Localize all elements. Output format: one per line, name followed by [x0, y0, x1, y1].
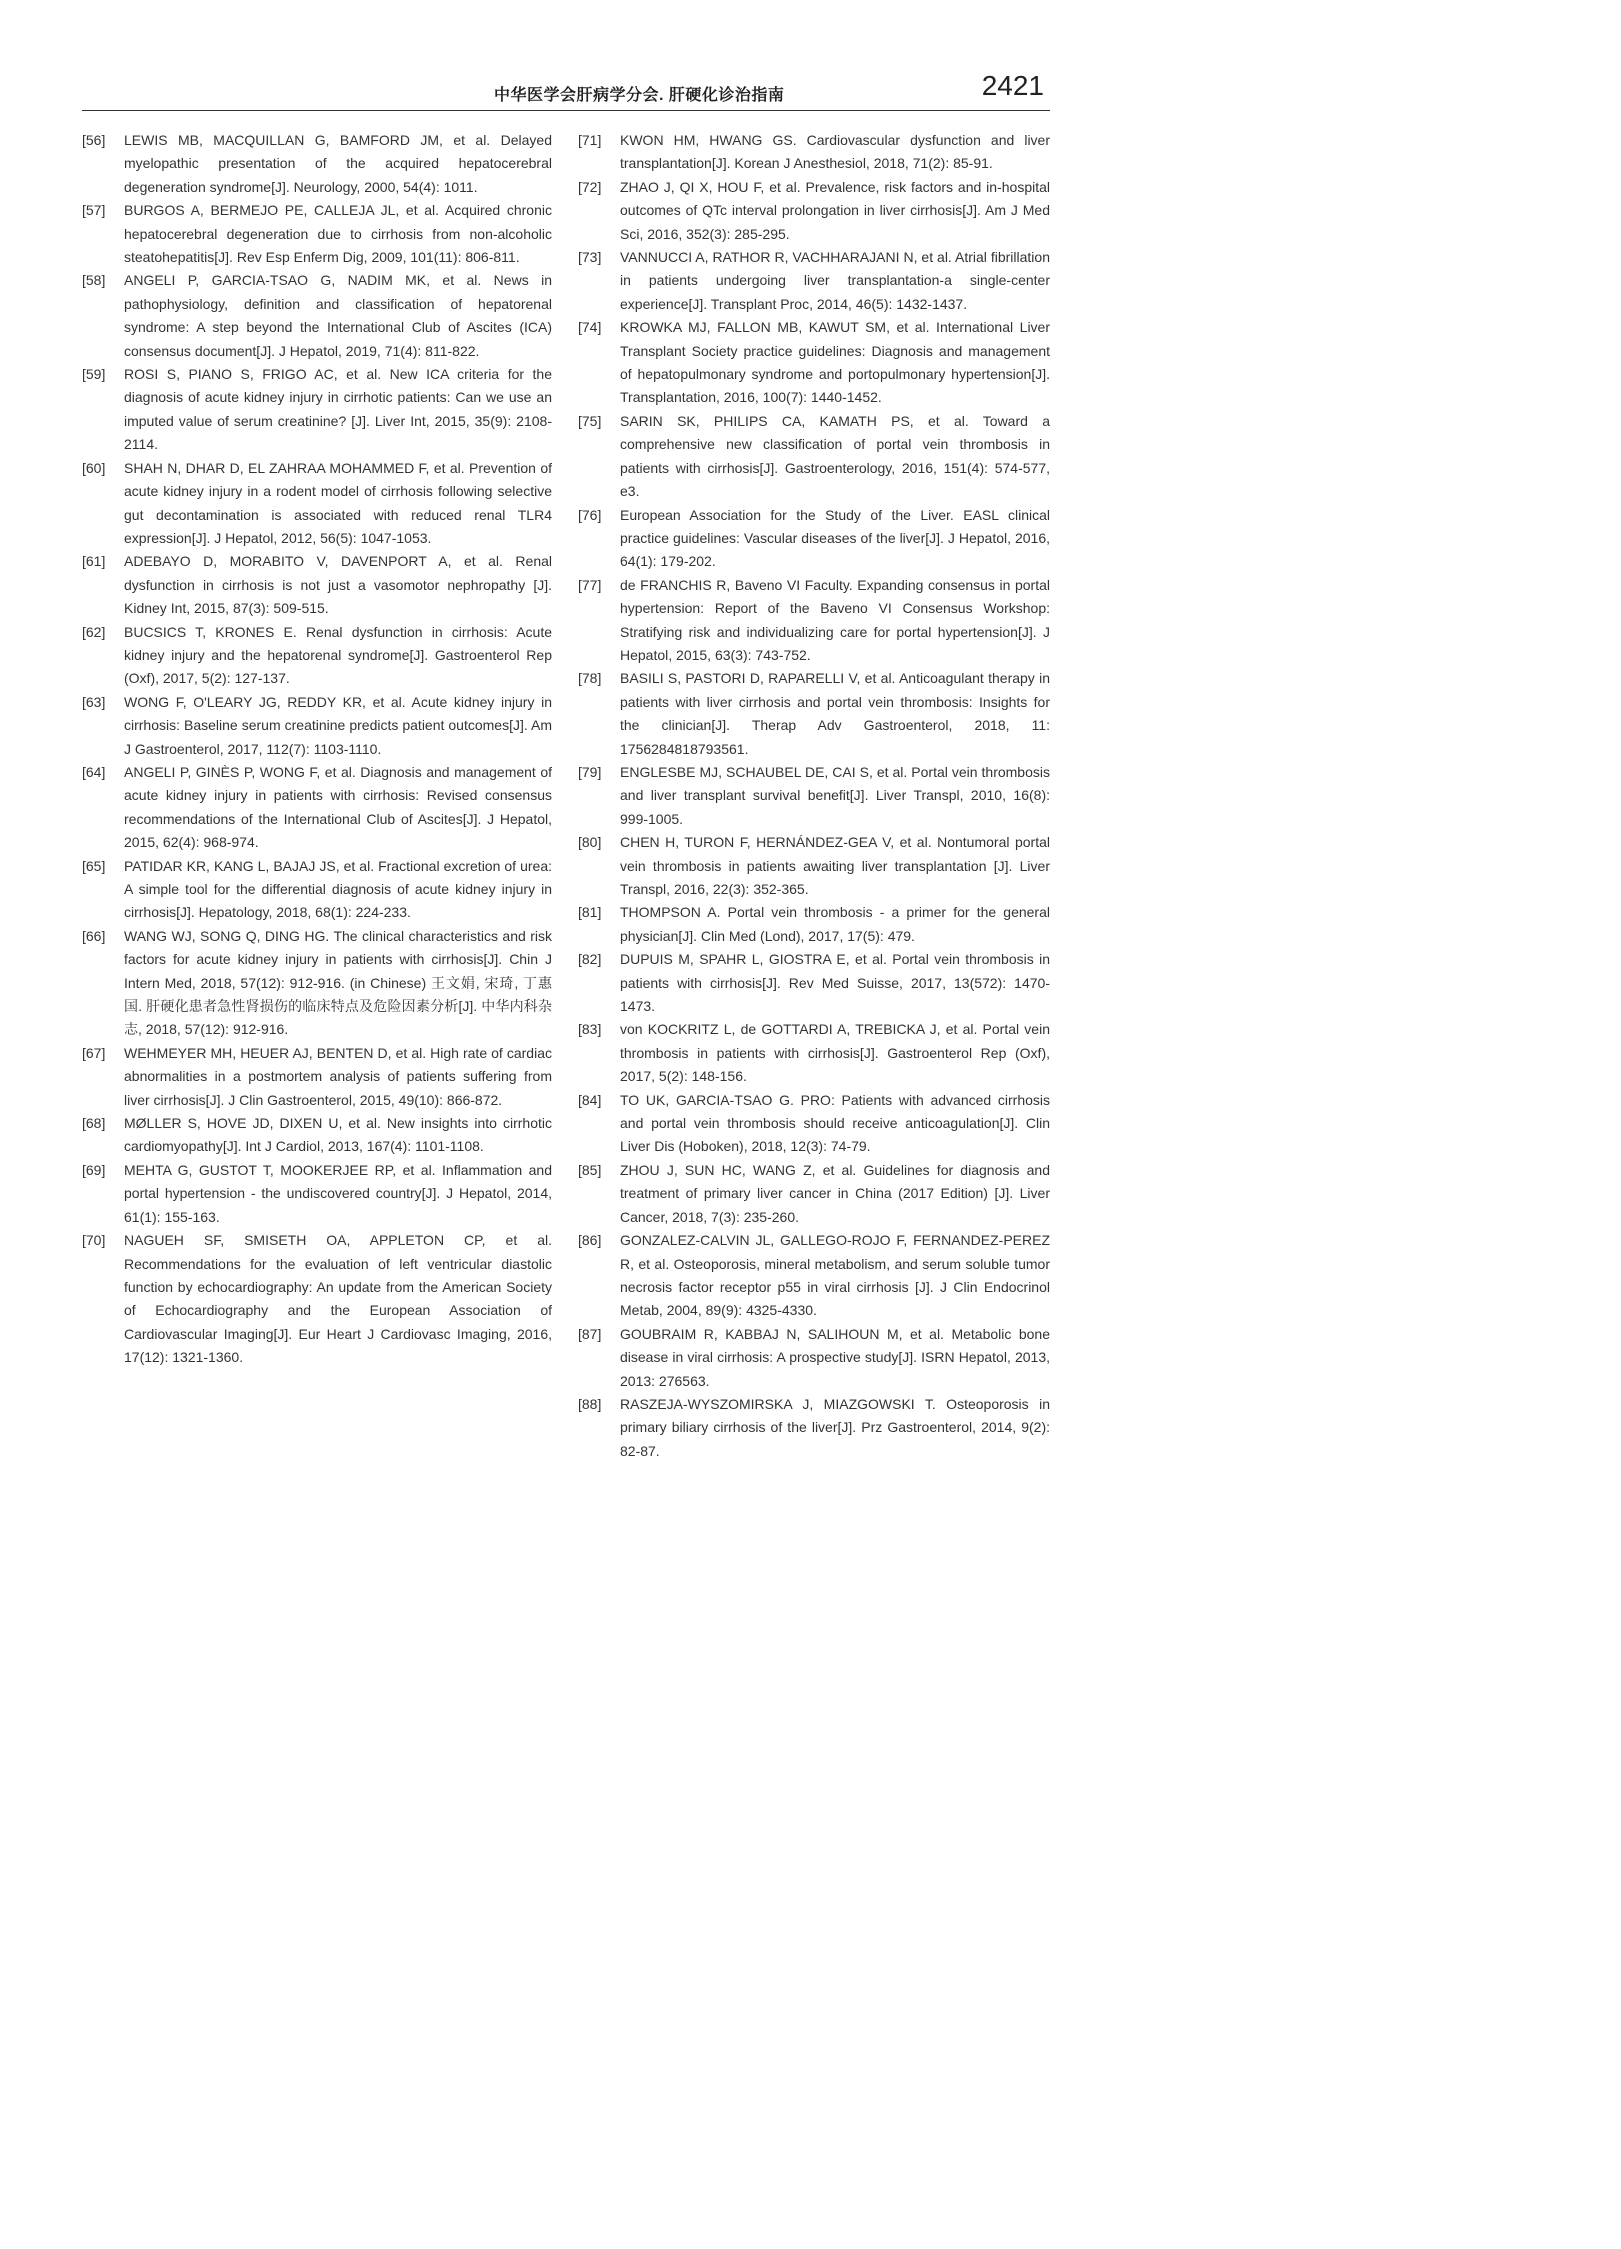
reference-text: KWON HM, HWANG GS. Cardiovascular dysfunction and liver transplantation[J]. Korean J Anesthesiol, 2018, 71(2): 85-91.: [620, 132, 1050, 172]
reference-entry: [578, 1089, 1050, 1159]
reference-entry: [578, 410, 1050, 504]
reference-number: [76]: [578, 506, 602, 523]
reference-entry: [578, 667, 1050, 761]
reference-text: WONG F, O'LEARY JG, REDDY KR, et al. Acute kidney injury in cirrhosis: Baseline serum creatinine predicts patient outcomes[J]. Am J Gastroenterol, 2017, 112(7): 1103-1110.: [124, 693, 552, 757]
reference-entry: [578, 761, 1050, 831]
reference-text: VANNUCCI A, RATHOR R, VACHHARAJANI N, et al. Atrial fibrillation in patients undergoing liver transplantation-a single-center experience[J]. Transplant Proc, 2014, 46(5): 1432-1437.: [620, 249, 1050, 312]
reference-number: [83]: [578, 1021, 602, 1038]
reference-number: [60]: [82, 459, 106, 476]
reference-text: NAGUEH SF, SMISETH OA, APPLETON CP, et al. Recommendations for the evaluation of left ventricular diastolic function by echocardiography: An update from the American Society of Echocardiography and the European Association of Cardiovascular Imaging[J]. Eur Heart J Cardiovasc Imaging, 2016, 17(12): 1321-1360.: [124, 1232, 552, 1366]
reference-number: [62]: [82, 623, 106, 640]
reference-number: [61]: [82, 553, 106, 570]
reference-entry: [578, 129, 1050, 176]
reference-entry: [578, 246, 1050, 316]
reference-entry: [82, 1159, 552, 1229]
reference-text: BUCSICS T, KRONES E. Renal dysfunction in cirrhosis: Acute kidney injury and the hepatorenal syndrome[J]. Gastroenterol Rep (Oxf), 2017, 5(2): 127-137.: [124, 623, 552, 687]
reference-text: WANG WJ, SONG Q, DING HG. The clinical characteristics and risk factors for acute kidney injury in patients with cirrhosis[J]. Chin J Intern Med, 2018, 57(12): 912-916. (in Chinese) 王文娟, 宋琦, 丁惠国. 肝硬化患者急性肾损伤的临床特点及危险因素分析[J]. 中华内科杂志, 2018, 57(12): 912-916.: [124, 927, 552, 1038]
reference-number: [77]: [578, 576, 602, 593]
reference-text: LEWIS MB, MACQUILLAN G, BAMFORD JM, et al. Delayed myelopathic presentation of the acquired hepatocerebral degeneration syndrome[J]. Neurology, 2000, 54(4): 1011.: [124, 132, 552, 195]
reference-number: [72]: [578, 178, 602, 195]
reference-number: [88]: [578, 1395, 602, 1412]
reference-entry: [578, 316, 1050, 410]
reference-entry: [578, 176, 1050, 246]
reference-number: [59]: [82, 366, 106, 383]
reference-text: CHEN H, TURON F, HERNÁNDEZ-GEA V, et al. Nontumoral portal vein thrombosis in patients awaiting liver transplantation [J]. Liver Transpl, 2016, 22(3): 352-365.: [620, 834, 1050, 897]
reference-entry: [82, 761, 552, 855]
reference-entry: [82, 1042, 552, 1112]
reference-text: von KOCKRITZ L, de GOTTARDI A, TREBICKA J, et al. Portal vein thrombosis in patients with cirrhosis[J]. Gastroenterol Rep (Oxf), 2017, 5(2): 148-156.: [620, 1021, 1050, 1085]
reference-number: [86]: [578, 1232, 602, 1249]
reference-text: ROSI S, PIANO S, FRIGO AC, et al. New ICA criteria for the diagnosis of acute kidney injury in cirrhotic patients: Can we use an imputed value of serum creatinine? [J]. Liver Int, 2015, 35(9): 2108-2114.: [124, 366, 552, 453]
reference-entry: [82, 855, 552, 925]
reference-number: [64]: [82, 763, 106, 780]
reference-entry: [82, 269, 552, 363]
reference-number: [87]: [578, 1325, 602, 1342]
reference-number: [70]: [82, 1232, 106, 1249]
reference-entry: [578, 1229, 1050, 1323]
page-number: 2421: [981, 70, 1044, 101]
reference-number: [63]: [82, 693, 106, 710]
page-header: [82, 70, 1050, 111]
reference-entry: [578, 1159, 1050, 1229]
reference-text: ZHOU J, SUN HC, WANG Z, et al. Guidelines for diagnosis and treatment of primary liver cancer in China (2017 Edition) [J]. Liver Cancer, 2018, 7(3): 235-260.: [620, 1161, 1050, 1225]
reference-number: [80]: [578, 834, 602, 851]
reference-entry: [578, 948, 1050, 1018]
reference-text: ANGELI P, GARCIA-TSAO G, NADIM MK, et al. News in pathophysiology, definition and classification of hepatorenal syndrome: A step beyond the International Club of Ascites (ICA) consensus document[J]. J Hepatol, 2019, 71(4): 811-822.: [124, 272, 552, 359]
reference-text: TO UK, GARCIA-TSAO G. PRO: Patients with advanced cirrhosis and portal vein thrombosis should receive anticoagulation[J]. Clin Liver Dis (Hoboken), 2018, 12(3): 74-79.: [620, 1091, 1050, 1155]
reference-text: GONZALEZ-CALVIN JL, GALLEGO-ROJO F, FERNANDEZ-PEREZ R, et al. Osteoporosis, mineral metabolism, and serum soluble tumor necrosis factor receptor p55 in viral cirrhosis [J]. J Clin Endocrinol Metab, 2004, 89(9): 4325-4330.: [620, 1232, 1050, 1319]
reference-text: PATIDAR KR, KANG L, BAJAJ JS, et al. Fractional excretion of urea: A simple tool for the differential diagnosis of acute kidney injury in cirrhosis[J]. Hepatology, 2018, 68(1): 224-233.: [124, 857, 552, 921]
reference-text: de FRANCHIS R, Baveno VI Faculty. Expanding consensus in portal hypertension: Report of the Baveno VI Consensus Workshop: Stratifying risk and individualizing care for portal hypertension[J]. J Hepatol, 2015, 63(3): 743-752.: [620, 576, 1050, 663]
reference-column-left: [82, 129, 552, 1370]
reference-text: KROWKA MJ, FALLON MB, KAWUT SM, et al. International Liver Transplant Society practice guidelines: Diagnosis and management of hepatopulmonary syndrome and portopulmonary hypertension[J]. Transplantation, 2016, 100(7): 1440-1452.: [620, 319, 1050, 406]
reference-number: [81]: [578, 904, 602, 921]
reference-entry: [578, 574, 1050, 668]
reference-entry: [82, 363, 552, 457]
reference-text: European Association for the Study of the Liver. EASL clinical practice guidelines: Vascular diseases of the liver[J]. J Hepatol, 2016, 64(1): 179-202.: [620, 506, 1050, 570]
reference-entry: [82, 457, 552, 551]
reference-number: [69]: [82, 1161, 106, 1178]
reference-number: [71]: [578, 132, 602, 148]
reference-entry: [578, 504, 1050, 574]
reference-text: ANGELI P, GINÈS P, WONG F, et al. Diagnosis and management of acute kidney injury in patients with cirrhosis: Revised consensus recommendations of the International Club of Ascites[J]. J Hepatol, 2015, 62(4): 968-974.: [124, 763, 552, 851]
reference-entry: [82, 691, 552, 761]
reference-entry: [82, 199, 552, 269]
reference-text: ADEBAYO D, MORABITO V, DAVENPORT A, et al. Renal dysfunction in cirrhosis is not just a vasomotor nephropathy [J]. Kidney Int, 2015, 87(3): 509-515.: [124, 553, 552, 617]
reference-number: [82]: [578, 951, 602, 968]
reference-text: THOMPSON A. Portal vein thrombosis - a primer for the general physician[J]. Clin Med (Lond), 2017, 17(5): 479.: [620, 904, 1050, 944]
reference-entry: [82, 550, 552, 620]
reference-number: [57]: [82, 202, 106, 219]
reference-number: [68]: [82, 1115, 106, 1132]
reference-number: [85]: [578, 1161, 602, 1178]
reference-number: [84]: [578, 1091, 602, 1108]
reference-text: RASZEJA-WYSZOMIRSKA J, MIAZGOWSKI T. Osteoporosis in primary biliary cirrhosis of the liver[J]. Prz Gastroenterol, 2014, 9(2): 82-87.: [620, 1395, 1050, 1459]
reference-number: [66]: [82, 927, 106, 944]
reference-text: MEHTA G, GUSTOT T, MOOKERJEE RP, et al. Inflammation and portal hypertension - the undiscovered country[J]. J Hepatol, 2014, 61(1): 155-163.: [124, 1161, 552, 1225]
reference-text: ENGLESBE MJ, SCHAUBEL DE, CAI S, et al. Portal vein thrombosis and liver transplant survival benefit[J]. Liver Transpl, 2010, 16(8): 999-1005.: [620, 763, 1050, 827]
reference-text: MØLLER S, HOVE JD, DIXEN U, et al. New insights into cirrhotic cardiomyopathy[J]. Int J Cardiol, 2013, 167(4): 1101-1108.: [124, 1115, 552, 1155]
reference-number: [56]: [82, 132, 106, 148]
reference-entry: [578, 831, 1050, 901]
reference-number: [58]: [82, 272, 106, 289]
reference-text: WEHMEYER MH, HEUER AJ, BENTEN D, et al. High rate of cardiac abnormalities in a postmortem analysis of patients suffering from liver cirrhosis[J]. J Clin Gastroenterol, 2015, 49(10): 866-872.: [124, 1044, 552, 1108]
reference-text: SARIN SK, PHILIPS CA, KAMATH PS, et al. Toward a comprehensive new classification of portal vein thrombosis in patients with cirrhosis[J]. Gastroenterology, 2016, 151(4): 574-577, e3.: [620, 412, 1050, 500]
reference-number: [73]: [578, 249, 602, 266]
reference-entry: [82, 621, 552, 691]
reference-entry: [82, 129, 552, 199]
reference-number: [75]: [578, 412, 602, 429]
reference-entry: [82, 1229, 552, 1369]
reference-column-right: [578, 129, 1050, 1463]
reference-number: [79]: [578, 763, 602, 780]
reference-number: [74]: [578, 319, 602, 336]
reference-text: SHAH N, DHAR D, EL ZAHRAA MOHAMMED F, et al. Prevention of acute kidney injury in a rodent model of cirrhosis following selective gut decontamination is associated with reduced renal TLR4 expression[J]. J Hepatol, 2012, 56(5): 1047-1053.: [124, 459, 552, 546]
reference-entry: [82, 925, 552, 1042]
reference-number: [78]: [578, 670, 602, 687]
reference-entry: [578, 1018, 1050, 1088]
reference-entry: [578, 1393, 1050, 1463]
reference-entry: [82, 1112, 552, 1159]
reference-number: [67]: [82, 1044, 106, 1061]
reference-text: BASILI S, PASTORI D, RAPARELLI V, et al. Anticoagulant therapy in patients with liver cirrhosis and portal vein thrombosis: Insights for the clinician[J]. Therap Adv Gastroenterol, 2018, 11: 1756284818793561.: [620, 670, 1050, 757]
running-title: 中华医学会肝病学分会. 肝硬化诊治指南: [494, 87, 785, 104]
reference-text: GOUBRAIM R, KABBAJ N, SALIHOUN M, et al. Metabolic bone disease in viral cirrhosis: A prospective study[J]. ISRN Hepatol, 2013, 2013: 276563.: [620, 1325, 1050, 1389]
reference-text: BURGOS A, BERMEJO PE, CALLEJA JL, et al. Acquired chronic hepatocerebral degeneration due to cirrhosis from non-alcoholic steatohepatitis[J]. Rev Esp Enferm Dig, 2009, 101(11): 806-811.: [124, 202, 552, 266]
reference-entry: [578, 1323, 1050, 1393]
reference-text: DUPUIS M, SPAHR L, GIOSTRA E, et al. Portal vein thrombosis in patients with cirrhosis[J]. Rev Med Suisse, 2017, 13(572): 1470-1473.: [620, 951, 1050, 1015]
reference-number: [65]: [82, 857, 106, 874]
reference-entry: [578, 901, 1050, 948]
reference-text: ZHAO J, QI X, HOU F, et al. Prevalence, risk factors and in-hospital outcomes of QTc interval prolongation in liver cirrhosis[J]. Am J Med Sci, 2016, 352(3): 285-295.: [620, 178, 1050, 242]
